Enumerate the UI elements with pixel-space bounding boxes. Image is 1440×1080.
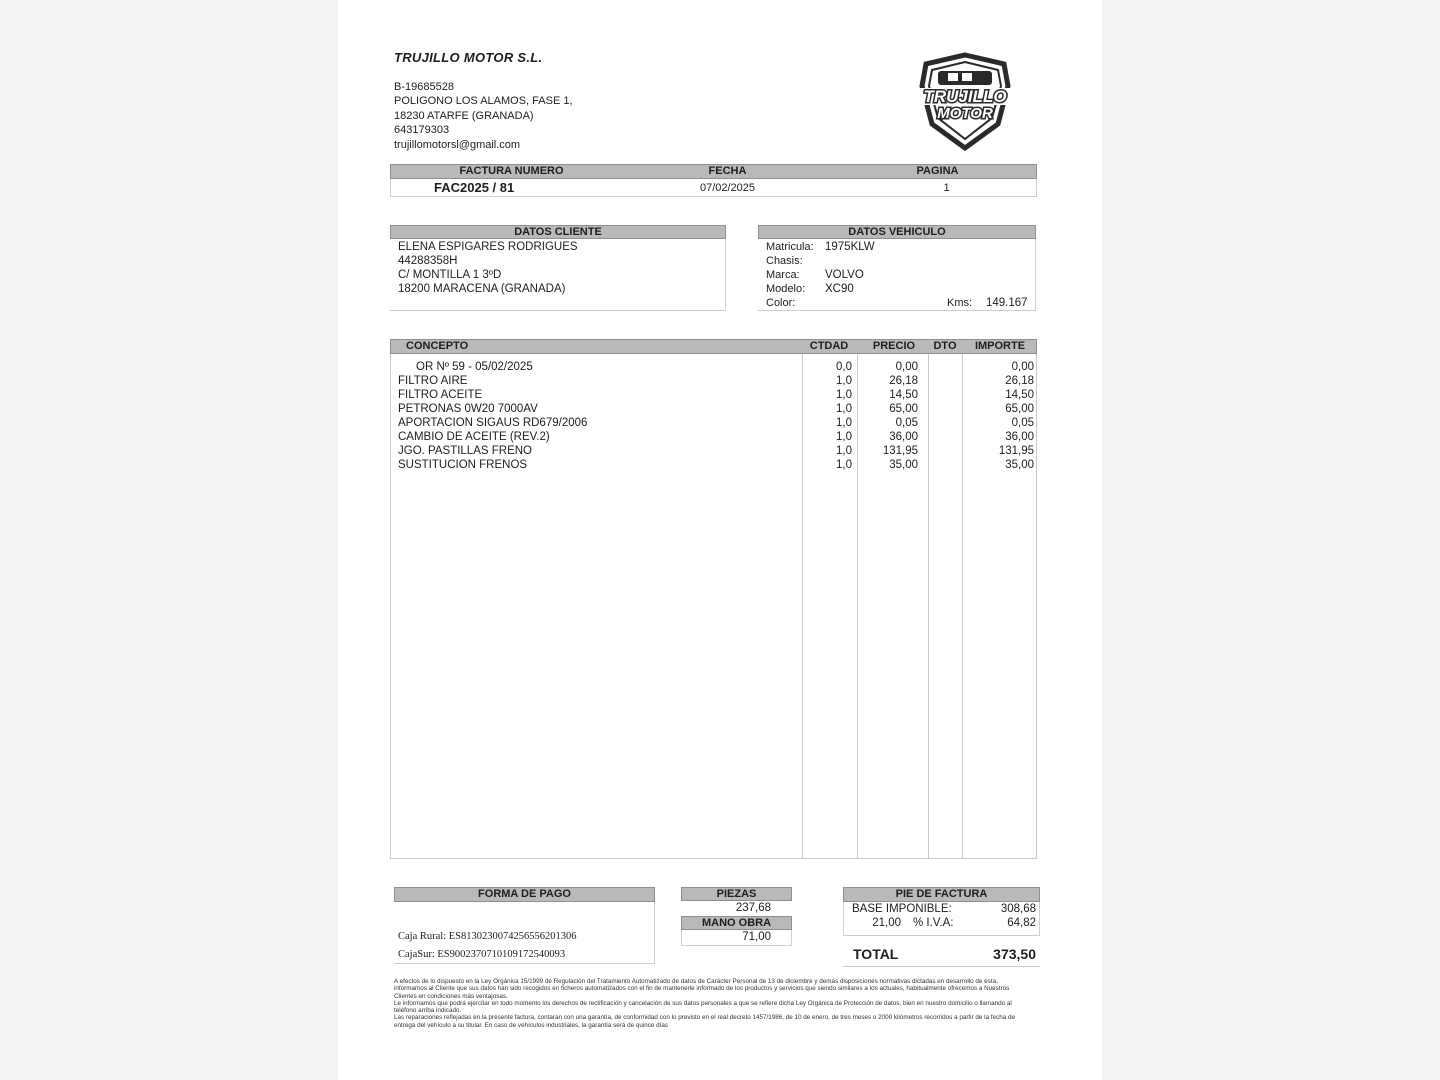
parts-value: 237,68 <box>735 902 771 914</box>
table-row-price: 35,00 <box>889 459 918 471</box>
invoice-date: 07/02/2025 <box>699 182 756 194</box>
company-address-2: 18230 ATARFE (GRANADA) <box>394 109 534 122</box>
vat-rate: 21,00 <box>872 917 901 929</box>
table-row-qty: 1,0 <box>836 375 852 387</box>
company-logo <box>908 52 1022 152</box>
vat-label: % I.V.A: <box>913 917 954 929</box>
vehicle-brand: VOLVO <box>825 269 864 281</box>
table-row-concept: FILTRO AIRE <box>398 375 468 387</box>
company-name: TRUJILLO MOTOR S.L. <box>394 50 543 65</box>
client-city: 18200 MARACENA (GRANADA) <box>398 283 566 295</box>
company-address-1: POLIGONO LOS ALAMOS, FASE 1, <box>394 95 573 108</box>
payment-account-1: Caja Rural: ES8130230074256556201306 <box>398 931 577 942</box>
col-concepto-header: CONCEPTO <box>406 340 469 352</box>
company-cif: B-19685528 <box>394 81 454 93</box>
col-importe-header: IMPORTE <box>974 340 1026 352</box>
table-row-qty: 1,0 <box>836 417 852 429</box>
company-details <box>394 80 573 152</box>
table-row-amount: 26,18 <box>1005 375 1034 387</box>
logo-text-trujillo: TRUJILLO <box>923 87 1007 106</box>
client-name: ELENA ESPIGARES RODRIGUES <box>398 241 578 253</box>
payment-account-2: CajaSur: ES9002370710109172540093 <box>398 949 566 960</box>
col-ctdad-header: CTDAD <box>809 340 849 352</box>
table-row-qty: 1,0 <box>836 445 852 457</box>
table-row-qty: 1,0 <box>836 431 852 443</box>
table-row-amount: 131,95 <box>998 445 1034 457</box>
total-label: TOTAL <box>853 946 899 962</box>
company-phone: 643179303 <box>394 124 450 137</box>
vehicle-kms: 149.167 <box>986 297 1028 309</box>
table-row-amount: 35,00 <box>1005 459 1034 471</box>
client-nif: 44288358H <box>398 255 458 267</box>
table-row-concept: FILTRO ACEITE <box>398 389 483 401</box>
table-row-price: 36,00 <box>889 431 918 443</box>
parts-label: PIEZAS <box>681 887 792 901</box>
table-row-concept: APORTACION SIGAUS RD679/2006 <box>398 417 588 429</box>
labour-value: 71,00 <box>742 931 771 943</box>
col-precio-header: PRECIO <box>872 340 916 352</box>
logo-text-motor: MOTOR <box>937 105 993 122</box>
vehicle-kms-label: Kms: <box>947 297 973 309</box>
vat-value: 64,82 <box>1007 917 1036 929</box>
vehicle-model: XC90 <box>825 283 854 295</box>
company-email: trujillomotorsl@gmail.com <box>394 138 521 151</box>
base-label: BASE IMPONIBLE: <box>852 903 952 915</box>
table-row-amount: 0,05 <box>1011 417 1034 429</box>
table-row-concept: PETRONAS 0W20 7000AV <box>398 403 538 415</box>
client-address: C/ MONTILLA 1 3ºD <box>398 269 502 281</box>
invoice-number: FAC2025 / 81 <box>434 180 515 195</box>
legal-paragraph-1: A efectos de lo dispuesto en la Ley Orgánica 15/1999 de Regulación del Tratamiento Automatizado de datos de Carácter Personal de 13 de diciembre y demás disposiciones normativas dictadas en desarrollo de esta, informamos al Cliente que sus datos han sido recogidos en ficheros automatizados con el fin de mantenerle informado de los productos y servicios que siendo similares a los actuales, habitualmente ofrecemos a Nuestros Clientes en condiciones más ventajosas. <box>394 978 1010 1000</box>
table-row-concept: JGO. PASTILLAS FRENO <box>398 445 532 457</box>
table-row-amount: 14,50 <box>1005 389 1034 401</box>
table-row-price: 0,05 <box>895 417 918 429</box>
table-row-amount: 0,00 <box>1011 361 1034 373</box>
table-row-qty: 0,0 <box>836 361 852 373</box>
invoice-page-number: 1 <box>943 182 950 194</box>
legal-paragraph-3: Las reparaciones reflejadas en la presente factura, contaran con una garantía, de conformidad con lo previsto en el real decreto 1457/1986, de 10 de enero, de tres meses o 2000 kilómetros recorridos a partir de la fecha de entrega del vehículo a su titular. En caso de vehículos industriales, la garantía será de quince días <box>394 1014 1015 1029</box>
invoice-page-label: PAGINA <box>916 165 959 177</box>
table-row-price: 131,95 <box>882 445 918 457</box>
vehicle-chassis-label: Chasis: <box>766 255 803 267</box>
table-row-qty: 1,0 <box>836 389 852 401</box>
table-row-price: 65,00 <box>889 403 918 415</box>
table-row-price: 26,18 <box>889 375 918 387</box>
base-value: 308,68 <box>1000 903 1036 915</box>
legal-text <box>394 978 1026 1029</box>
client-header: DATOS CLIENTE <box>390 225 726 239</box>
vehicle-color-label: Color: <box>766 297 796 309</box>
table-row-concept: CAMBIO DE ACEITE (REV.2) <box>398 431 550 443</box>
table-row-qty: 1,0 <box>836 459 852 471</box>
table-row-amount: 36,00 <box>1005 431 1034 443</box>
vehicle-plate-label: Matricula: <box>766 241 814 253</box>
vehicle-header: DATOS VEHICULO <box>758 225 1036 239</box>
invoice-number-label: FACTURA NUMERO <box>459 165 564 177</box>
invoice-date-label: FECHA <box>708 165 747 177</box>
vehicle-model-label: Modelo: <box>766 283 806 295</box>
col-dto-header: DTO <box>933 340 957 352</box>
table-row-qty: 1,0 <box>836 403 852 415</box>
vehicle-brand-label: Marca: <box>766 269 800 281</box>
table-row-concept: OR Nº 59 - 05/02/2025 <box>416 361 533 373</box>
legal-paragraph-2: Le informamos que podrá ejercitar en todo momento los derechos de rectificación y cancelación de sus datos personales a que se refiere dicha Ley Orgánica de Protección de datos, bien en nuestro domicilio o llamando al teléfono arriba indicado. <box>394 999 1012 1015</box>
table-row-amount: 65,00 <box>1005 403 1034 415</box>
total-value: 373,50 <box>993 946 1036 962</box>
table-row-price: 14,50 <box>889 389 918 401</box>
totals-header: PIE DE FACTURA <box>843 887 1040 902</box>
table-row-price: 0,00 <box>895 361 918 373</box>
labour-label: MANO OBRA <box>681 916 792 930</box>
table-row-concept: SUSTITUCION FRENOS <box>398 459 528 471</box>
payment-header: FORMA DE PAGO <box>394 887 655 902</box>
vehicle-plate: 1975KLW <box>825 241 875 253</box>
